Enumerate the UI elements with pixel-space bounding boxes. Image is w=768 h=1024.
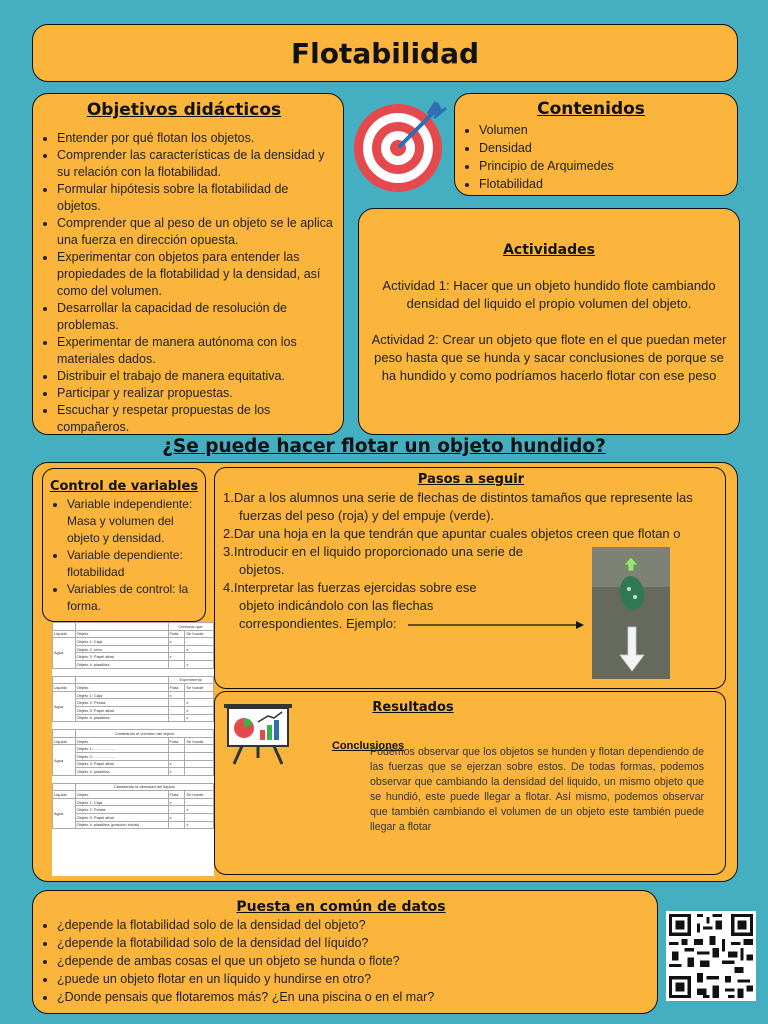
table-cell [168, 745, 185, 753]
table-header: Objeto [75, 791, 168, 799]
table-cell [185, 653, 214, 661]
table-cell: x [168, 798, 185, 806]
table-cell [185, 798, 214, 806]
list-item: • Comprender las características de la densidad y su relación con la flotabilidad. [57, 147, 333, 181]
control-list [47, 496, 201, 615]
table-header: Liquido [53, 737, 76, 745]
puesta-list [35, 916, 647, 1006]
list-item: • Entender por qué flotan los objetos. [57, 130, 333, 147]
list-item: • ¿Donde pensais que flotaremos más? ¿En una piscina o en el mar? [57, 988, 647, 1006]
table-header: Flota [168, 684, 185, 692]
table-cell: Objeto 2: retro [75, 645, 168, 653]
puesta-heading: Puesta en común de datos [236, 899, 446, 915]
table-cell: x [168, 760, 185, 768]
table-cell: Objeto 2: Pelota [75, 806, 168, 814]
table-cell [168, 806, 185, 814]
table-cell [168, 660, 185, 668]
table-header: Objeto [75, 630, 168, 638]
table-cell: Objeto 4: plastilina [75, 660, 168, 668]
list-item: 2.Dar una hoja en la que tendrán que apuntar cuales objetos creen que flotan o [223, 526, 681, 541]
resultados-heading: Resultados [372, 700, 454, 715]
table-caption: Experimento [168, 676, 214, 684]
table-cell [185, 768, 214, 776]
example-arrow-icon [408, 618, 586, 632]
table-cell: Objeto 2: ................... [75, 752, 168, 760]
table-header: Flota [168, 737, 185, 745]
contenidos-panel [454, 93, 738, 196]
list-item: • Comprender que al peso de un objeto se le aplica una fuerza en dirección opuesta. [57, 215, 333, 249]
table-cell: Objeto 4: plastilina (posición inicial) [75, 821, 168, 829]
data-sheet [52, 622, 214, 876]
table-cell: x [168, 814, 185, 822]
table-cell [168, 752, 185, 760]
table-cell [168, 714, 185, 722]
table-cell: Objeto 3: Papel albal [75, 814, 168, 822]
qr-code-icon[interactable] [666, 911, 756, 1001]
list-item: • Volumen [479, 121, 727, 139]
table-cell [185, 745, 214, 753]
table-cell: Objeto 2: Pelota [75, 699, 168, 707]
list-item: • Experimentar con objetos para entender las propiedades de la flotabilidad y la densidad, así como del volumen. [57, 249, 333, 300]
table-header: Liquido [53, 791, 76, 799]
table-cell: x [168, 638, 185, 646]
table-header: Flota [168, 630, 185, 638]
table-header: Objeto [75, 684, 168, 692]
table-cell: Objeto 4: plastilina [75, 714, 168, 722]
table-cell: Agua [53, 691, 76, 721]
force-arrows-icon [592, 547, 670, 679]
table-header: Se hunde [185, 791, 214, 799]
table-cell: Agua [53, 638, 76, 668]
table-cell [168, 706, 185, 714]
list-item: • Distribuir el trabajo de manera equitativa. [57, 368, 333, 385]
objetivos-list [35, 130, 333, 436]
table-cell: Agua [53, 745, 76, 775]
table-header: Flota [168, 791, 185, 799]
table-header: Se hunde [185, 737, 214, 745]
list-item: • ¿depende de ambas cosas el que un objeto se hunda o flote? [57, 952, 647, 970]
list-item: • Formular hipótesis sobre la flotabilidad de objetos. [57, 181, 333, 215]
table-caption: Cambiando la densidad del liquido [75, 783, 213, 791]
table-cell: Objeto 1: Caja [75, 798, 168, 806]
list-item: • Escuchar y respetar propuestas de los compañeros. [57, 402, 333, 436]
table-cell: x [185, 706, 214, 714]
table-cell: Objeto 1: Caja [75, 638, 168, 646]
table-caption: Cambiando el volumen del objeto [75, 730, 213, 738]
table-caption: Creemos que: [168, 623, 214, 631]
presentation-chart-icon [222, 698, 294, 766]
list-item: • Participar y realizar propuestas. [57, 385, 333, 402]
table-cell: Objeto 3: Papel albal [75, 706, 168, 714]
contenidos-heading: Contenidos [537, 99, 645, 119]
main-question: ¿Se puede hacer flotar un objeto hundido? [162, 436, 606, 457]
table-cell: Objeto 1: ................... [75, 745, 168, 753]
table-cell [168, 699, 185, 707]
list-item: • Densidad [479, 139, 727, 157]
table-cell [168, 821, 185, 829]
sheet-table [52, 622, 214, 829]
list-item: • ¿depende la flotabilidad solo de la densidad del objeto? [57, 916, 647, 934]
table-cell: x [185, 821, 214, 829]
list-item: • Experimentar de manera autónoma con los materiales dados. [57, 334, 333, 368]
actividad-1: Actividad 1: Hacer que un objeto hundido flote cambiando densidad del liquido el propio volumen del objeto. [382, 278, 716, 311]
page-title: Flotabilidad [290, 36, 480, 70]
target-icon [350, 98, 450, 193]
control-heading: Control de variables [49, 479, 199, 494]
list-item: • ¿depende la flotabilidad solo de la densidad del líquido? [57, 934, 647, 952]
conclusiones-heading: Conclusiones [331, 740, 405, 752]
table-cell: x [168, 653, 185, 661]
table-cell [185, 638, 214, 646]
table-cell: x [185, 714, 214, 722]
list-item: • Variable dependiente: flotabilidad [67, 547, 201, 581]
table-cell [185, 691, 214, 699]
table-cell: x [185, 660, 214, 668]
list-item: • Flotabilidad [479, 175, 727, 193]
actividad-2: Actividad 2: Crear un objeto que flote en el que puedan meter peso hasta que se hunda y sacar conclusiones de porque se ha hundido y como podríamos hacerlo flotar con ese peso [371, 332, 727, 383]
table-cell: x [168, 768, 185, 776]
table-cell: x [185, 806, 214, 814]
conclusiones-text: Podemos observar que los objetos se hunden y flotan dependiendo de las fuerzas que se ejerzan sobre estos. De todas formas, podemos observar que cambiando la densidad del liquido, un mismo objeto que se hundió, este puede llegar a flotar. Así mismo, podemos observar que también cambiando el volumen de un objeto este también puede llegar a flotar [370, 746, 704, 833]
table-cell [185, 760, 214, 768]
table-cell: Objeto 1: Caja [75, 691, 168, 699]
table-header: Objeto [75, 737, 168, 745]
table-cell [185, 814, 214, 822]
table-header: Liquido [53, 684, 76, 692]
control-variables-panel [42, 468, 206, 622]
list-item: • Principio de Arquimedes [479, 157, 727, 175]
list-item: 3.Introducir en el liquido proporcionado una serie de objetos. [223, 544, 523, 577]
table-cell: Agua [53, 798, 76, 828]
list-item: • ¿puede un objeto flotar en un líquido y hundirse en otro? [57, 970, 647, 988]
objetivos-panel [32, 93, 344, 435]
table-cell: Objeto 3: Papel albal [75, 653, 168, 661]
example-photo [592, 547, 670, 679]
table-header: Se hunde [185, 630, 214, 638]
list-item: • Variables de control: la forma. [67, 581, 201, 615]
table-cell: x [168, 691, 185, 699]
table-cell: Objeto 3: Papel albal [75, 760, 168, 768]
objetivos-heading: Objetivos didácticos [86, 100, 282, 120]
actividades-heading: Actividades [503, 242, 595, 258]
contenidos-list [455, 121, 727, 193]
list-item: • Variable independiente: Masa y volumen del objeto y densidad. [67, 496, 201, 547]
table-cell [185, 752, 214, 760]
table-cell: x [185, 645, 214, 653]
actividades-panel [358, 208, 740, 435]
table-cell: x [185, 699, 214, 707]
table-header: Liquido [53, 630, 76, 638]
pasos-heading: Pasos a seguir [417, 472, 525, 487]
table-header: Se hunde [185, 684, 214, 692]
table-cell [168, 645, 185, 653]
list-item: 1.Dar a los alumnos una serie de flechas de distintos tamaños que represente las fuerzas del peso (roja) y del empuje (verde). [223, 490, 693, 523]
list-item: • Desarrollar la capacidad de resolución de problemas. [57, 300, 333, 334]
title-box [32, 24, 738, 82]
list-item: 4.Interpretar las fuerzas ejercidas sobre ese objeto indicándolo con las flechas correspondientes. Ejemplo: [223, 580, 477, 631]
puesta-panel [32, 890, 658, 1014]
table-cell: Objeto 4: plastilina [75, 768, 168, 776]
